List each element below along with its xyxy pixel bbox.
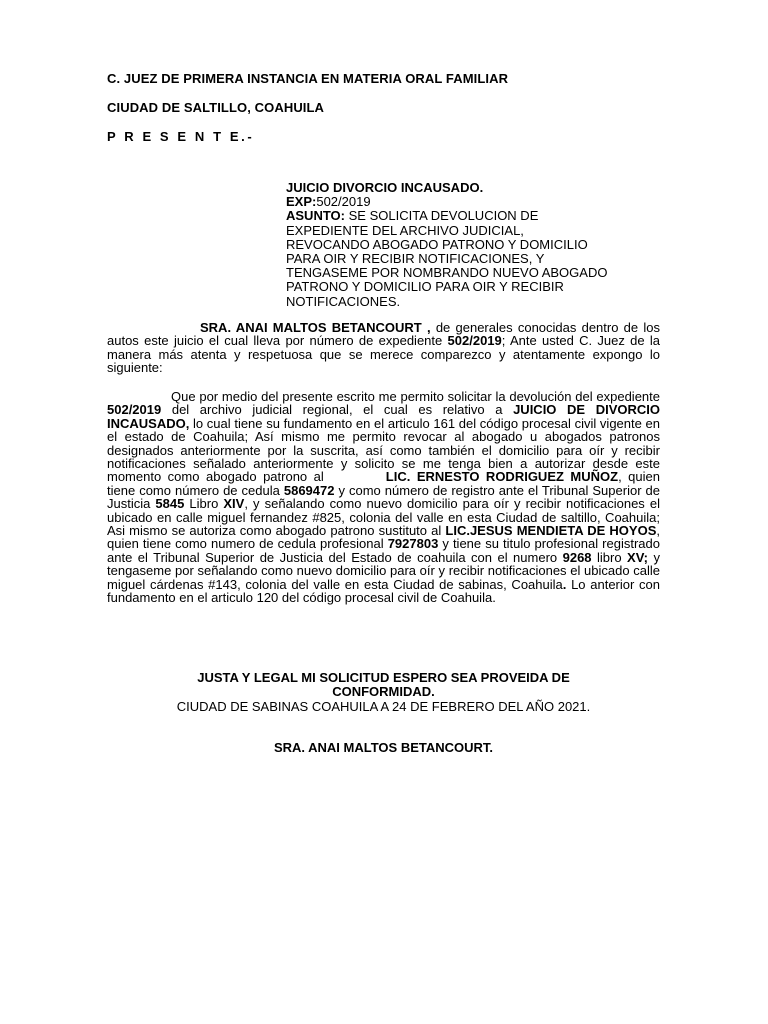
asunto-line: PARA OIR Y RECIBIR NOTIFICACIONES, Y bbox=[286, 251, 545, 267]
expediente-number: 502/2019 bbox=[107, 402, 162, 418]
case-expediente bbox=[286, 195, 666, 209]
cedula-2: 7927803 bbox=[387, 536, 439, 552]
request-paragraph: Que por medio del presente escrito me permito solicitar la devolución del expediente 502/2019 del archivo judicial regional, el cual es relativo a JUICIO DE DIVORCIO INCAUSADO, lo cual tiene su fundamento en el articulo 161 del código procesal civil vigente en el estado de Coahuila; Así mismo me permito revocar al abogado u abogados patronos designados anteriormente por la suscrita, así como también el domicilio para oír y recibir notificaciones señalado anteriormente y solicito se me tenga bien a autorizar desde este momento como abogado patrono al LIC. ERNESTO RODRIGUEZ MUÑOZ, quien tiene como número de cedula 5869472 y como número de registro ante el Tribunal Superior de Justicia 5845 Libro XIV, y señalando como nuevo domicilio para oír y recibir notificaciones el ubicado en calle miguel fernandez #825, colonia del valle en esta Ciudad de saltillo, Coahuila; Asi mismo se autoriza como abogado patrono sustituto al LIC.JESUS MENDIETA DE HOYOS, quien tiene como numero de cedula profesional 7927803 y tiene su titulo profesional registrado ante el Tribunal Superior de Justicia del Estado de coahuila con el numero 9268 libro XV; y tengaseme por señalando como nuevo domicilio para oír y recibir notificaciones el ubicado calle miguel cárdenas #143, colonia del valle en esta Ciudad de sabinas, Coahuila. Lo anterior con fundamento en el articulo 120 del código procesal civil de Coahuila. bbox=[107, 389, 660, 606]
signature-name: SRA. ANAI MALTOS BETANCOURT. bbox=[273, 740, 494, 755]
libro-2: XV; bbox=[627, 549, 649, 565]
lawyer-name-2: LIC.JESUS MENDIETA DE HOYOS bbox=[445, 523, 657, 539]
expediente-number: 502/2019 bbox=[447, 333, 502, 349]
asunto-line: TENGASEME POR NOMBRANDO NUEVO ABOGADO bbox=[286, 265, 608, 281]
asunto-line: ASUNTO: SE SOLICITA DEVOLUCION DE bbox=[286, 208, 539, 224]
registro-1: 5845 bbox=[155, 496, 185, 512]
case-reference-block bbox=[286, 181, 666, 309]
presente-heading: P R E S E N T E.- bbox=[107, 129, 255, 144]
exp-label: EXP: bbox=[286, 194, 317, 210]
juicio-type: JUICIO DE DIVORCIO INCAUSADO, bbox=[107, 402, 660, 431]
petitioner-name: SRA. ANAI MALTOS BETANCOURT , bbox=[200, 320, 431, 335]
case-title: JUICIO DIVORCIO INCAUSADO. bbox=[286, 180, 484, 195]
lawyer-name-1: LIC. ERNESTO RODRIGUEZ MUÑOZ bbox=[385, 469, 619, 485]
place-date: CIUDAD DE SABINAS COAHUILA A 24 DE FEBRERO DEL AÑO 2021. bbox=[176, 699, 591, 714]
intro-paragraph: SRA. ANAI MALTOS BETANCOURT , de generales conocidas dentro de los autos este juicio el cual lleva por número de expediente 502/2019; Ante usted C. Juez de la manera más atenta y respetuosa que se merece comparezco y atentamente expongo lo siguiente: bbox=[107, 320, 660, 376]
asunto-line: NOTIFICACIONES. bbox=[286, 293, 401, 309]
asunto-line: REVOCANDO ABOGADO PATRONO Y DOMICILIO bbox=[286, 236, 588, 252]
asunto-label: ASUNTO: bbox=[286, 208, 345, 224]
addressee-judge: C. JUEZ DE PRIMERA INSTANCIA EN MATERIA ORAL FAMILIAR bbox=[107, 71, 509, 86]
asunto-line: EXPEDIENTE DEL ARCHIVO JUDICIAL, bbox=[286, 222, 524, 238]
exp-value: 502/2019 bbox=[316, 194, 371, 210]
libro-1: XIV bbox=[223, 496, 245, 512]
addressee-city: CIUDAD DE SALTILLO, COAHUILA bbox=[107, 100, 325, 115]
closing-statement: JUSTA Y LEGAL MI SOLICITUD ESPERO SEA PROVEIDA DE CONFORMIDAD. bbox=[197, 670, 570, 699]
cedula-1: 5869472 bbox=[283, 482, 335, 498]
registro-2: 9268 bbox=[562, 549, 592, 565]
asunto-line: PATRONO Y DOMICILIO PARA OIR Y RECIBIR bbox=[286, 279, 564, 295]
